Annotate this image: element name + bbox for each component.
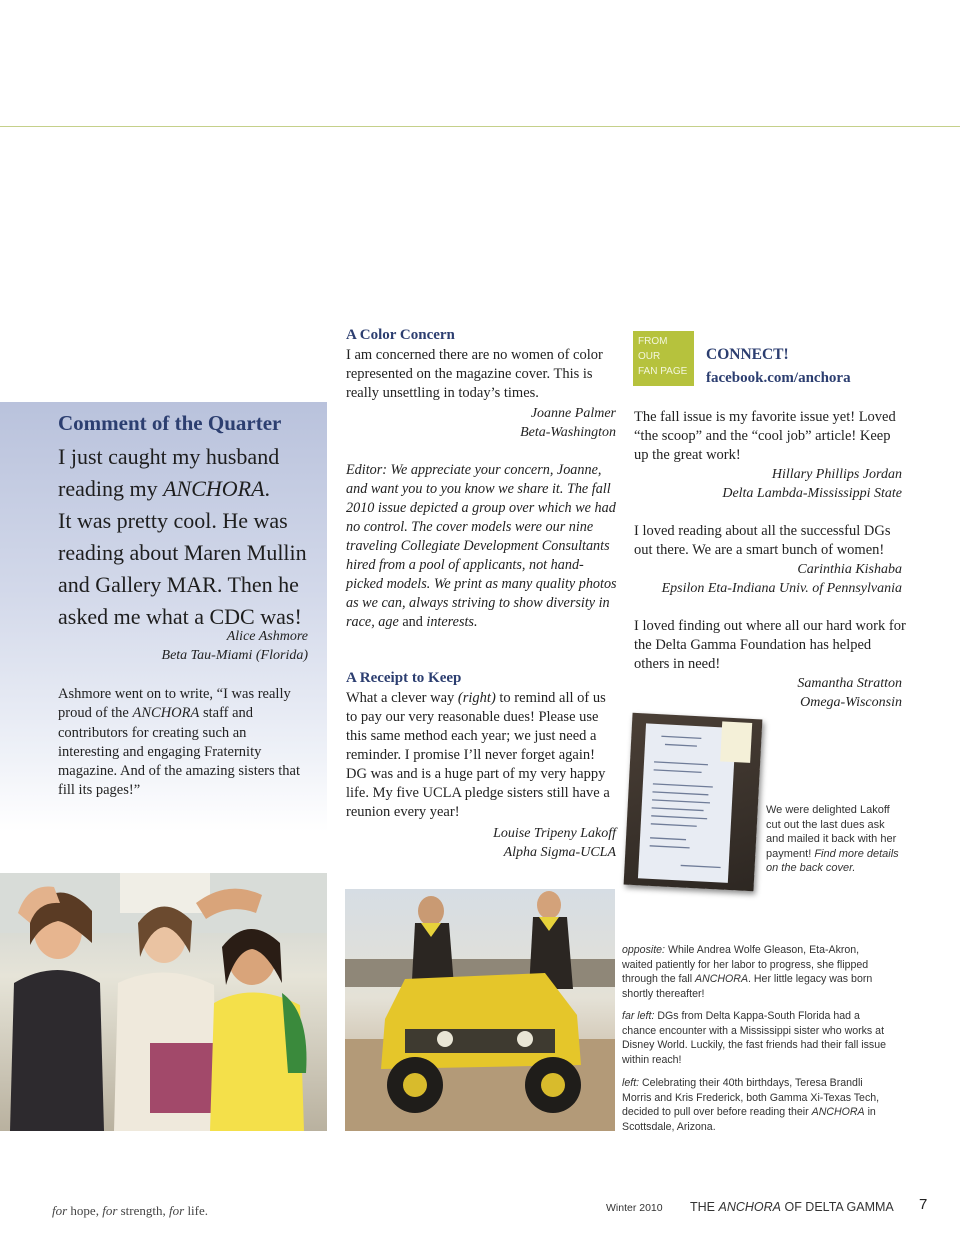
page-number: 7 — [919, 1196, 928, 1213]
footer-magazine-title: THE ANCHORA OF DELTA GAMMA — [690, 1200, 894, 1214]
receipt-heading: A Receipt to Keep — [346, 670, 462, 686]
friends-illustration — [0, 873, 327, 1131]
editor-reply: Editor: We appreciate your concern, Joanne, and want you to you know we share it. The fall 2010 issue depicted a group over which we had no control. The cover models were our nine traveling Collegiate Development Consultants hired from a pool of applicants, not hand-picked models. We print as many quality photos as we can, always striving to show diversity in race, age and interests. — [346, 462, 617, 630]
fan-comment-1-signature: Hillary Phillips Jordan Delta Lambda-Mississippi State — [722, 467, 902, 501]
fan-comment-2-signature: Carinthia Kishaba Epsilon Eta-Indiana Univ. of Pennsylvania — [661, 562, 902, 596]
fan-comment-3: I loved finding out where all our hard work for the Delta Gamma Foundation has helped others in need! — [634, 618, 906, 672]
caption-far-left: far left: DGs from Delta Kappa-South Florida had a chance encounter with a Mississippi sister who works at Disney World. Luckily, the fast friends had their fall issue within reach! — [622, 1010, 886, 1066]
caption-opposite: opposite: While Andrea Wolfe Gleason, Eta-Akron, waited patiently for her labor to progress, she flipped through the fall ANCHORA. Her little legacy was born shortly thereafter! — [622, 944, 873, 1000]
footer-tagline: for hope, for strength, for life. — [52, 1203, 209, 1218]
fan-page-label: FROM OUR FAN PAGE — [638, 336, 688, 377]
comment-quarter-followup: Ashmore went on to write, “I was really proud of the ANCHORA staff and contributors for creating such an interesting and engaging Fraternity magazine. And of the amazing sisters that fill its pages!” — [58, 686, 300, 799]
receipt-caption: We were delighted Lakoff cut out the last dues ask and mailed it back with her payment! Find more details on the back cover. — [766, 804, 899, 875]
color-concern-heading: A Color Concern — [346, 327, 455, 343]
receipt-illustration — [624, 713, 763, 892]
color-concern-signature: Joanne Palmer Beta-Washington — [520, 406, 616, 440]
facebook-link[interactable]: facebook.com/anchora — [706, 370, 851, 386]
fan-comment-3-signature: Samantha Stratton Omega-Wisconsin — [797, 676, 902, 710]
footer-issue: Winter 2010 — [606, 1202, 663, 1214]
jeep-illustration — [345, 889, 615, 1131]
comment-quarter-quote: I just caught my husband reading my ANCHORA. It was pretty cool. He was reading about Maren Mullin and Gallery MAR. Then he asked me what a CDC was! — [58, 444, 307, 629]
receipt-body: What a clever way (right) to remind all of us to pay our very reasonable dues! Please use this same method each year; we just need a reminder. I promise I’ll never forget again! DG was and is a huge part of my very happy life. My five UCLA pledge sisters still have a reunion every year! — [346, 690, 610, 820]
fan-comment-2: I loved reading about all the successful DGs out there. We are a smart bunch of women! — [634, 523, 891, 558]
caption-left: left: Celebrating their 40th birthdays, Teresa Brandli Morris and Kris Frederick, both Gamma Xi-Texas Tech, decided to pull over before reading their ANCHORA in Scottsdale, Arizona. — [622, 1077, 880, 1133]
jeep-friends-photo — [345, 889, 615, 1131]
header-rule — [0, 126, 960, 127]
color-concern-body: I am concerned there are no women of color represented on the magazine cover. This is really unsettling in today’s times. — [346, 347, 603, 401]
comment-quarter-signature: Alice Ashmore Beta Tau-Miami (Florida) — [161, 629, 308, 663]
receipt-photo — [624, 713, 763, 892]
comment-quarter-title: Comment of the Quarter — [58, 411, 282, 435]
disney-friends-photo — [0, 873, 327, 1131]
connect-heading: CONNECT! — [706, 346, 789, 363]
receipt-signature: Louise Tripeny Lakoff Alpha Sigma-UCLA — [493, 826, 616, 860]
fan-comment-1: The fall issue is my favorite issue yet! Loved “the scoop” and the “cool job” article! Keep up the great work! — [634, 409, 896, 463]
